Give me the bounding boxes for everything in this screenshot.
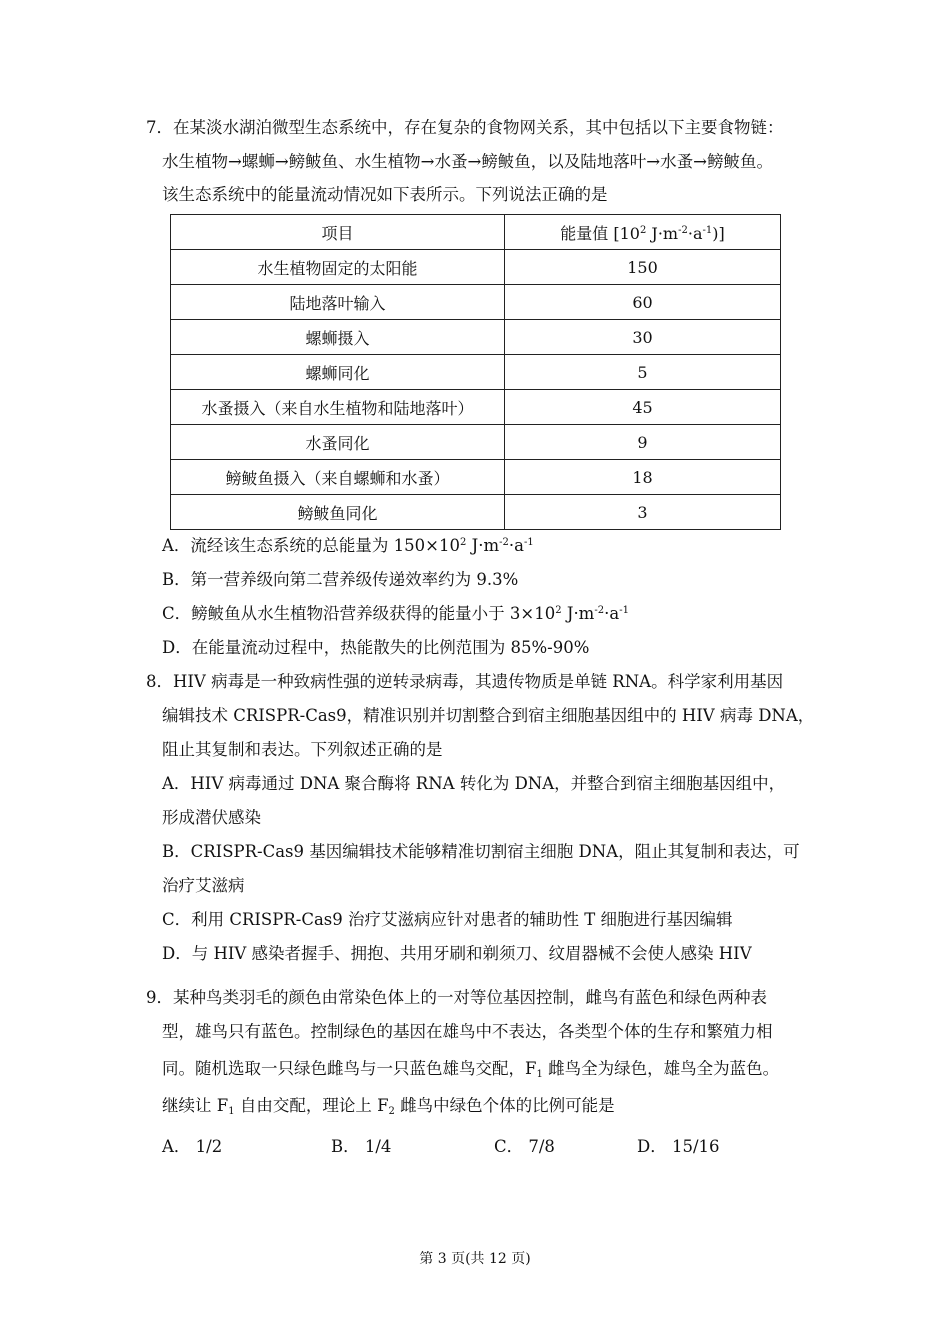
- q9-stem-line4: 继续让 $F_1$ 自由交配，理论上 $F_2$ 雌鸟中绿色个体的比例可能是: [162, 1096, 615, 1117]
- q9-stem-line3: 同。随机选取一只绿色雌鸟与一只蓝色雄鸟交配，$F_1$ 雌鸟全为绿色，雄鸟全为蓝色。: [162, 1059, 780, 1080]
- q8-option-a-line2: 形成潜伏感染: [162, 808, 261, 827]
- table-cell-value: 18: [505, 460, 781, 495]
- q8-stem-line2: 编辑技术 CRISPR-Cas9，精准识别并切割整合到宿主细胞基因组中的 HIV 病毒 DNA，: [162, 706, 815, 725]
- table-row: [171, 425, 781, 460]
- table-row: [171, 355, 781, 390]
- table-header-item: 项目: [171, 215, 505, 250]
- q7-option-c: C．鳑鲏鱼从水生植物沿营养级获得的能量小于 $3\times 10^2$ $J\cdot m^{-2}\cdot a^{-1}$: [162, 604, 629, 623]
- table-cell-item: 水蚤同化: [171, 425, 505, 460]
- q9-stem-line1: 9．某种鸟类羽毛的颜色由常染色体上的一对等位基因控制，雌鸟有蓝色和绿色两种表: [146, 988, 767, 1007]
- table-cell-value: 60: [505, 285, 781, 320]
- q8-option-c: C．利用 CRISPR-Cas9 治疗艾滋病应针对患者的辅助性 T 细胞进行基因编辑: [162, 910, 733, 929]
- table-row: [171, 285, 781, 320]
- q9-stem-line2: 型，雄鸟只有蓝色。控制绿色的基因在雄鸟中不表达，各类型个体的生存和繁殖力相: [162, 1022, 773, 1041]
- table-cell-item: 陆地落叶输入: [171, 285, 505, 320]
- table-cell-value: 45: [505, 390, 781, 425]
- table-cell-value: 30: [505, 320, 781, 355]
- table-cell-value: 9: [505, 425, 781, 460]
- table-row: [171, 495, 781, 530]
- table-cell-value: 5: [505, 355, 781, 390]
- table-row: [171, 460, 781, 495]
- q7-option-a: A．流经该生态系统的总能量为 $150\times 10^2$ $J\cdot m^{-2}\cdot a^{-1}$: [162, 536, 534, 555]
- q7-stem-line1: 7．在某淡水湖泊微型生态系统中，存在复杂的食物网关系，其中包括以下主要食物链：: [146, 118, 784, 137]
- q7-option-b: B．第一营养级向第二营养级传递效率约为 9.3%: [162, 570, 519, 589]
- page-number-footer: 第 3 页(共 12 页): [419, 1251, 531, 1267]
- q8-option-d: D．与 HIV 感染者握手、拥抱、共用牙刷和剃须刀、纹眉器械不会使人感染 HIV: [162, 944, 752, 963]
- q9-option-c: C． 7/8: [494, 1137, 555, 1156]
- q7-stem-line3: 该生态系统中的能量流动情况如下表所示。下列说法正确的是: [162, 185, 608, 204]
- q8-option-b-line2: 治疗艾滋病: [162, 876, 245, 895]
- table-cell-value: 150: [505, 250, 781, 285]
- table-header-value: 能量值 [$10^2$ $J\cdot m^{-2}\cdot a^{-1}$)]: [505, 215, 781, 250]
- table-cell-item: 水蚤摄入（来自水生植物和陆地落叶）: [171, 390, 505, 425]
- q9-option-b: B． 1/4: [331, 1137, 392, 1156]
- table-header-row: [171, 215, 781, 250]
- q7-stem-line2: 水生植物→螺蛳→鳑鲏鱼、水生植物→水蚤→鳑鲏鱼，以及陆地落叶→水蚤→鳑鲏鱼。: [162, 152, 773, 171]
- q7-option-d: D．在能量流动过程中，热能散失的比例范围为 85%-90%: [162, 638, 590, 657]
- energy-table: [170, 214, 781, 530]
- table-cell-item: 螺蛳同化: [171, 355, 505, 390]
- table-cell-value: 3: [505, 495, 781, 530]
- q8-stem-line3: 阻止其复制和表达。下列叙述正确的是: [162, 740, 443, 759]
- q8-option-a-line1: A．HIV 病毒通过 DNA 聚合酶将 RNA 转化为 DNA，并整合到宿主细胞基因组中，: [162, 774, 786, 793]
- q9-option-d: D． 15/16: [637, 1137, 720, 1156]
- q8-option-b-line1: B．CRISPR-Cas9 基因编辑技术能够精准切割宿主细胞 DNA，阻止其复制和表达，可: [162, 842, 800, 861]
- table-cell-item: 鳑鲏鱼同化: [171, 495, 505, 530]
- q8-stem-line1: 8．HIV 病毒是一种致病性强的逆转录病毒，其遗传物质是单链 RNA。科学家利用基因: [146, 672, 784, 691]
- table-row: [171, 320, 781, 355]
- table-row: [171, 250, 781, 285]
- table-cell-item: 螺蛳摄入: [171, 320, 505, 355]
- q9-option-a: A． 1/2: [162, 1137, 223, 1156]
- table-cell-item: 水生植物固定的太阳能: [171, 250, 505, 285]
- table-row: [171, 390, 781, 425]
- table-cell-item: 鳑鲏鱼摄入（来自螺蛳和水蚤）: [171, 460, 505, 495]
